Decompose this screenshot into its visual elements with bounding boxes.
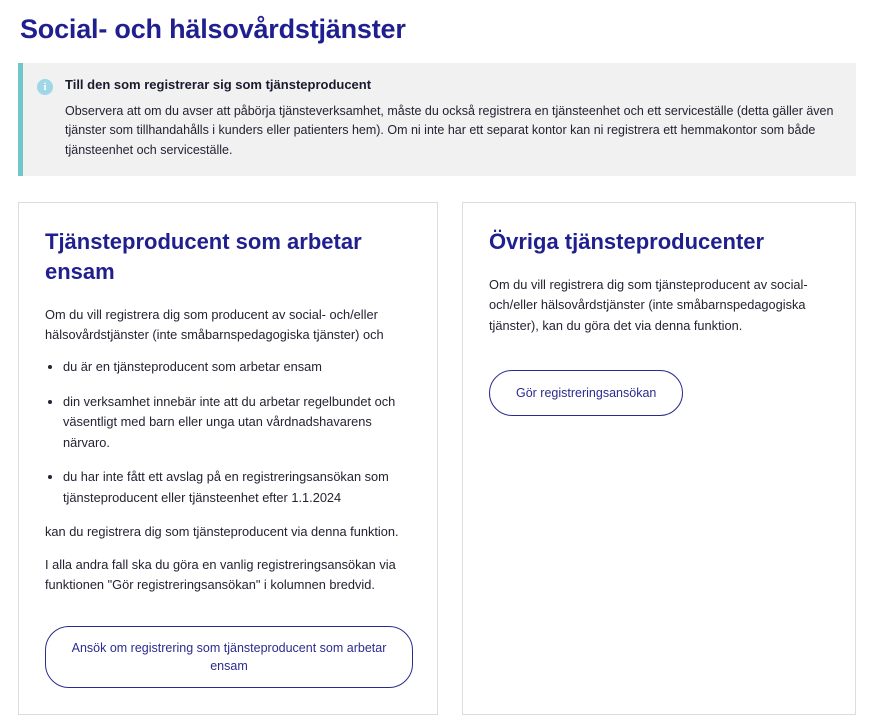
card-solo-provider-conclusion: kan du registrera dig som tjänsteproducent via denna funktion. [45, 524, 399, 540]
list-item: • din verksamhet innebär inte att du arbetar regelbundet och väsentligt med barn eller unga utan vårdnadshavarens närvaro. [63, 392, 411, 453]
card-solo-provider [18, 202, 438, 715]
list-item: • du har inte fått ett avslag på en registreringsansökan som tjänsteproducent eller tjänsteenhet efter 1.1.2024 [63, 467, 411, 508]
card-other-providers-title: Övriga tjänsteproducenter [489, 229, 765, 255]
apply-solo-provider-button[interactable]: Ansök om registrering som tjänsteproducent som arbetar ensam [45, 626, 413, 688]
info-banner-text: Observera att om du avser att påbörja tjänsteverksamhet, måste du också registrera en tjänsteenhet och ett serviceställe (detta gäller även tjänster som tillhandahålls i kunders eller patienters hem). Om ni inte har ett separat kontor kan ni registrera ett hemmakontor som både tjänsteenhet och serviceställe. [65, 104, 834, 157]
info-banner-title: Till den som registrerar sig som tjänsteproducent [65, 77, 372, 92]
info-icon: i [37, 79, 53, 95]
card-other-providers [462, 202, 856, 715]
list-item: • du är en tjänsteproducent som arbetar ensam [63, 357, 411, 377]
make-registration-application-button[interactable]: Gör registreringsansökan [489, 370, 683, 416]
cards-row [18, 202, 856, 715]
card-solo-provider-conditions [45, 357, 411, 508]
page-container [0, 14, 874, 678]
card-solo-provider-intro: Om du vill registrera dig som producent av social- och/eller hälsovårdstjänster (inte småbarnspedagogiska tjänster) och [45, 306, 384, 342]
card-solo-provider-note: I alla andra fall ska du göra en vanlig registreringsansökan via funktionen "Gör registreringsansökan" i kolumnen bredvid. [45, 556, 396, 593]
page-title: Social- och hälsovårdstjänster [20, 14, 406, 44]
card-other-providers-text: Om du vill registrera dig som tjänsteproducent av social- och/eller hälsovårdstjänster (inte småbarnspedagogiska tjänster), kan du göra det via denna funktion. [489, 276, 808, 333]
info-banner [18, 63, 856, 176]
card-solo-provider-title: Tjänsteproducent som arbetar ensam [45, 229, 362, 284]
info-banner-body [65, 77, 840, 160]
